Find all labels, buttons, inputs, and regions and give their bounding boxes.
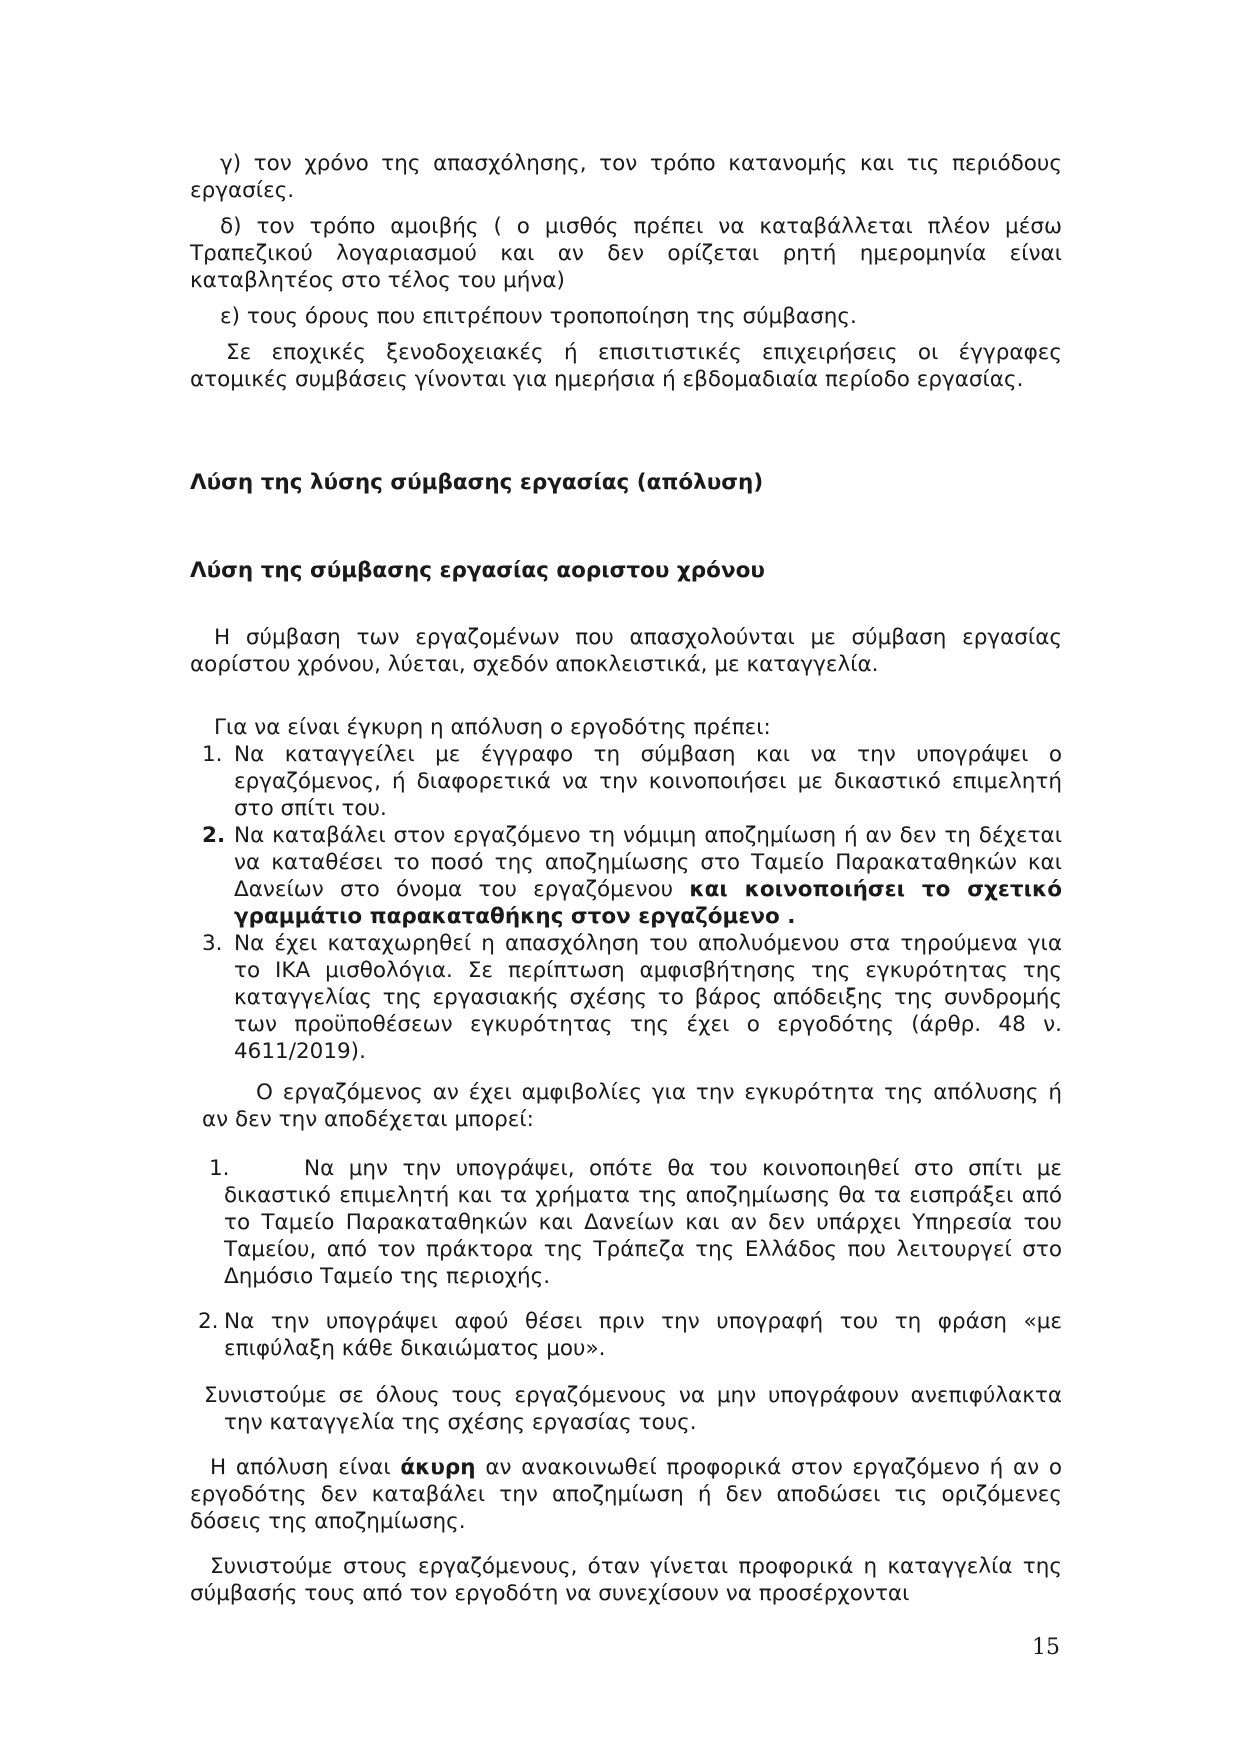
list-number: 3. bbox=[202, 931, 223, 956]
section-heading-indefinite-contract: Λύση της σύμβασης εργασίας αοριστου χρόνου bbox=[190, 558, 765, 583]
void-text-after: αν ανακοινωθεί προφορικά στον εργαζόμενο ή αν ο εργοδότης δεν καταβάλει την αποζημίωση ή δεν αποδώσει τις οριζόμενες δόσεις της αποζημίωσης. bbox=[190, 1455, 1062, 1534]
doubts-intro: Ο εργαζόμενος αν έχει αμφιβολίες για την εγκυρότητα της απόλυσης ή αν δεν την αποδέχεται μπορεί: bbox=[202, 1080, 1062, 1132]
list-number: 1. bbox=[202, 742, 223, 767]
list-item-bold-text: και κοινοποιήσει το σχετικό γραμμάτιο παρακαταθήκης στον εργαζόμενο . bbox=[234, 877, 1063, 929]
section-heading-dismissal: Λύση της λύσης σύμβασης εργασίας (απόλυση) bbox=[190, 470, 764, 495]
list-item-text: Να καταβάλει στον εργαζόμενο τη νόμιμη αποζημίωση ή αν δεν τη δέχεται να καταθέσει το ποσό της αποζημίωσης στο Ταμείο Παρακαταθηκών και Δανείων στο όνομα του εργαζόμενου bbox=[234, 823, 1062, 902]
validity-intro: Για να είναι έγκυρη η απόλυση ο εργοδότης πρέπει: bbox=[214, 715, 771, 740]
page-number: 15 bbox=[1032, 1635, 1060, 1660]
void-text-before: Η απόλυση είναι bbox=[210, 1455, 401, 1480]
list-item-text: Να έχει καταχωρηθεί η απασχόληση του απολυόμενου στα τηρούμενα για το ΙΚΑ μισθολόγια. Σε περίπτωση αμφισβήτησης της εγκυρότητας της καταγγελίας της εργασιακής σχέσης το βάρος απόδειξης της συνδρομής των προϋποθέσεων εγκυρότητας της έχει ο εργοδότης (άρθρ. 48 ν. 4611/2019). bbox=[234, 931, 1062, 1064]
validity-list bbox=[190, 741, 1062, 1065]
list-number: 2. bbox=[198, 1309, 219, 1334]
recommendation-paragraph-2: Συνιστούμε στους εργαζόμενους, όταν γίνεται προφορικά η καταγγελία της σύμβασής τους από τον εργοδότη να συνεχίσουν να προσέρχονται bbox=[190, 1554, 1062, 1606]
clause-e: ε) τους όρους που επιτρέπουν τροποποίηση της σύμβασης. bbox=[220, 304, 857, 329]
clause-d: δ) τον τρόπο αμοιβής ( ο μισθός πρέπει να καταβάλλεται πλέον μέσω Τραπεζικού λογαριασμού και αν δεν ορίζεται ρητή ημερομηνία είναι καταβλητέος στο τέλος του μήνα) bbox=[190, 214, 1062, 293]
seasonal-paragraph: Σε εποχικές ξενοδοχειακές ή επισιτιστικές επιχειρήσεις οι έγγραφες ατομικές συμβάσεις γίνονται για ημερήσια ή εβδομαδιαία περίοδο εργασίας. bbox=[190, 340, 1062, 392]
list-number: 2. bbox=[202, 823, 226, 848]
recommendation-paragraph-1: Συνιστούμε σε όλους τους εργαζόμενους να μην υπογράφουν ανεπιφύλακτα την καταγγελία της σχέσης εργασίας τους. bbox=[204, 1383, 1062, 1435]
list-item bbox=[190, 1155, 1062, 1290]
void-text-bold: άκυρη bbox=[400, 1455, 476, 1480]
list-item-text: Να μην την υπογράψει, οπότε θα του κοινοποιηθεί στο σπίτι με δικαστικό επιμελητή και τα χρήματα της αποζημίωσης θα τα εισπράξει από το Ταμείο Παρακαταθηκών και Δανείων και αν δεν υπάρχει Υπηρεσία του Ταμείου, από τον πράκτορα της Τράπεζα της Ελλάδος που λειτουργεί στο Δημόσιο Ταμείο της περιοχής. bbox=[224, 1156, 1062, 1289]
void-dismissal-paragraph bbox=[190, 1454, 1062, 1535]
document-page bbox=[190, 150, 1062, 1607]
list-item bbox=[190, 930, 1062, 1065]
list-item bbox=[190, 741, 1062, 822]
doubts-list bbox=[190, 1155, 1062, 1362]
list-item-text: Να την υπογράψει αφού θέσει πριν την υπογραφή του τη φράση «με επιφύλαξη κάθε δικαιώματος μου». bbox=[224, 1309, 1062, 1361]
clause-g: γ) τον χρόνο της απασχόλησης, τον τρόπο κατανομής και τις περιόδους εργασίες. bbox=[190, 151, 1062, 203]
list-item-text: Να καταγγείλει με έγγραφο τη σύμβαση και να την υπογράψει ο εργαζόμενος, ή διαφορετικά να την κοινοποιήσει με δικαστικό επιμελητή στο σπίτι του. bbox=[234, 742, 1062, 821]
list-number: 1. bbox=[209, 1156, 230, 1181]
list-item bbox=[190, 822, 1062, 930]
list-item bbox=[190, 1308, 1062, 1362]
contract-paragraph: Η σύμβαση των εργαζομένων που απασχολούνται με σύμβαση εργασίας αορίστου χρόνου, λύεται, σχεδόν αποκλειστικά, με καταγγελία. bbox=[190, 625, 1062, 677]
